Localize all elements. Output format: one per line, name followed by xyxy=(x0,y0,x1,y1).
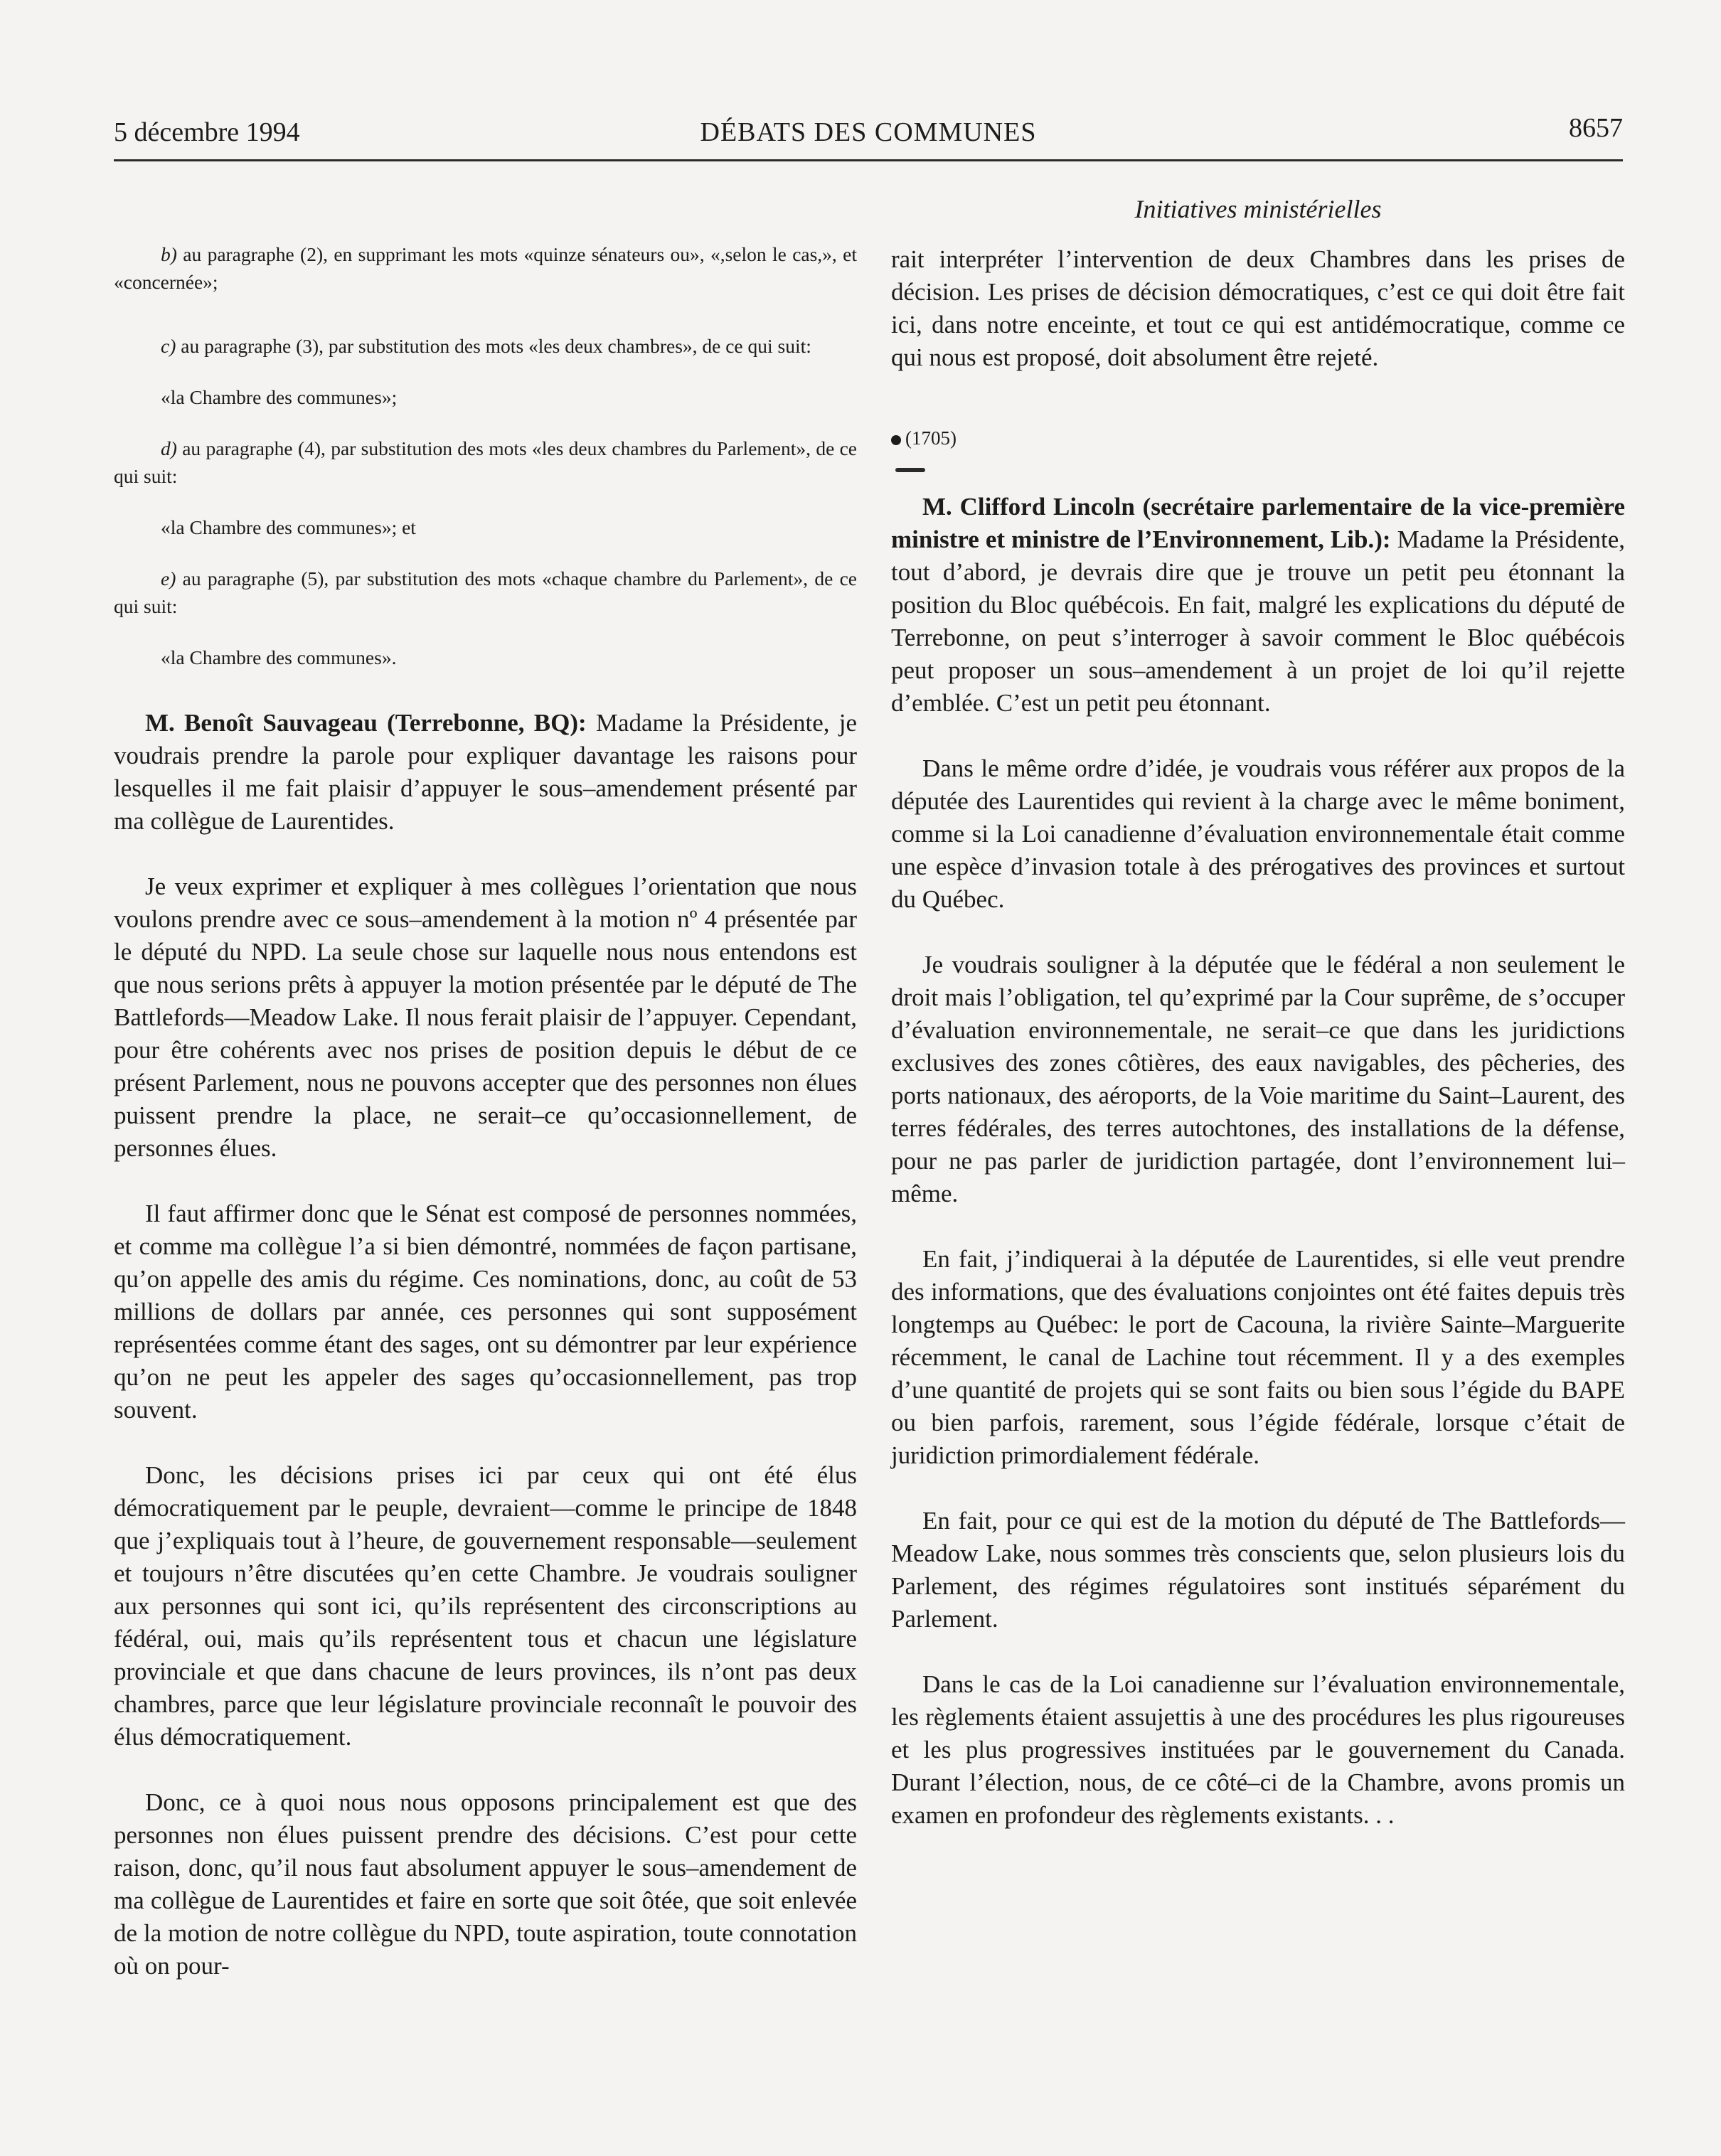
bullet-icon xyxy=(891,435,901,445)
amendment-b: b) au paragraphe (2), en supprimant les mots «quinze sénateurs ou», «,selon le cas,», et «concernée»; xyxy=(114,243,857,293)
left-column xyxy=(114,185,857,1982)
speaker-name: M. Benoît Sauvageau (Terrebonne, BQ): xyxy=(145,709,587,737)
time-marker: (1705) xyxy=(891,424,1625,452)
speech-sauvageau-intro: M. Benoît Sauvageau (Terrebonne, BQ): Madame la Présidente, je voudrais prendre la parole pour expliquer davantage les raisons pour lesquelles il me fait plaisir d’appuyer le sous–amendement présenté par ma collègue de Laurentides. xyxy=(114,709,857,835)
amendment-e-text: «la Chambre des communes». xyxy=(161,646,397,668)
paragraph: En fait, pour ce qui est de la motion du député de The Battlefords—Meadow Lake, nous sommes très conscients que, selon plusieurs lois du Parlement, des régimes régulatoires sont institués séparément du Parlement. xyxy=(891,1507,1625,1633)
paragraph: Dans le même ordre d’idée, je voudrais vous référer aux propos de la députée des Laurentides qui revient à la charge avec le même boniment, comme si la Loi canadienne d’évaluation environnementale était comme une espèce d’invasion totale à des prérogatives des provinces et surtout du Québec. xyxy=(891,754,1625,913)
paragraph: Je veux exprimer et expliquer à mes collègues l’orientation que nous voulons prendre avec ce sous–amendement à la motion nº 4 présentée par le député du NPD. La seule chose sur laquelle nous nous entendons est que nous serions prêts à appuyer la motion présentée par le député de The Battlefords—Meadow Lake. Il nous ferait plaisir de l’appuyer. Cependant, pour être cohérents avec nos prises de position depuis le début de ce présent Parlement, nous ne pouvons accepter que des personnes non élues puissent prendre la place, ne serait–ce qu’occasionnellement, de personnes élues. xyxy=(114,872,857,1162)
paragraph: Il faut affirmer donc que le Sénat est composé de personnes nommées, et comme ma collègue l’a si bien démontré, nommées de façon partisane, qu’on appelle des amis du régime. Ces nominations, donc, au coût de 53 millions de dollars par année, ces personnes qui sont supposément représentées comme étant des sages, ont su démontrer par leur expérience qu’on ne peut les appeler des sages qu’occasionnellement, pas trop souvent. xyxy=(114,1200,857,1424)
speech-lincoln-intro: M. Clifford Lincoln (secrétaire parlementaire de la vice-première ministre et ministre de l’Environnement, Lib.): Madame la Présidente, tout d’abord, je devrais dire que je trouve un petit peu étonnant la position du Bloc québécois. En fait, malgré les explications du député de Terrebonne, on peut s’interroger à savoir comment le Bloc québécois peut proposer un sous–amendement à un projet de loi qu’il rejette d’emblée. C’est un petit peu étonnant. xyxy=(891,493,1625,717)
amendment-e: e) au paragraphe (5), par substitution des mots «chaque chambre du Parlement», de ce qui suit: xyxy=(114,567,857,617)
page-header xyxy=(114,113,1623,161)
header-title: DÉBATS DES COMMUNES xyxy=(700,117,1037,147)
paragraph: Donc, ce à quoi nous nous opposons principalement est que des personnes non élues puissent prendre des décisions. C’est pour cette raison, donc, qu’il nous faut absolument appuyer le sous–amendement de ma collègue de Laurentides et faire en sorte que soit ôtée, que soit enlevée de la motion de notre collègue du NPD, toute aspiration, toute connotation où on pour- xyxy=(114,1788,857,1980)
amendment-c-text: «la Chambre des communes»; xyxy=(161,386,398,408)
right-column xyxy=(891,185,1625,1832)
header-date: 5 décembre 1994 xyxy=(114,117,300,147)
paragraph: Dans le cas de la Loi canadienne sur l’évaluation environnementale, les règlements étaient assujettis à une des procédures les plus rigoureuses et les plus progressives instituées par le gouvernement du Canada. Durant l’élection, nous, de ce côté–ci de la Chambre, avons promis un examen en profondeur des règlements existants. . . xyxy=(891,1670,1625,1829)
paragraph: En fait, j’indiquerai à la députée de Laurentides, si elle veut prendre des informations, que des évaluations conjointes ont été faites depuis très longtemps au Québec: le port de Cacouna, la rivière Sainte–Marguerite récemment, le canal de Lachine tout récemment. Il y a des exemples d’une quantité de projets qui se sont faits ou bien sous l’égide du BAPE ou bien parfois, rarement, sous l’égide fédérale, lorsque c’était de juridiction primordialement fédérale. xyxy=(891,1245,1625,1469)
amendment-c: c) au paragraphe (3), par substitution des mots «les deux chambres», de ce qui suit: xyxy=(161,335,811,357)
page-number: 8657 xyxy=(1569,113,1623,143)
continuation-paragraph: rait interpréter l’intervention de deux Chambres dans les prises de décision. Les prises de décision démocratiques, c’est ce qui doit être fait ici, dans notre enceinte, et tout ce qui est antidémocratique, comme ce qui nous est proposé, doit absolument être rejeté. xyxy=(891,245,1625,371)
amendment-d: d) au paragraphe (4), par substitution des mots «les deux chambres du Parlement», de ce qui suit: xyxy=(114,437,857,487)
paragraph: Je voudrais souligner à la députée que le fédéral a non seulement le droit mais l’obligation, tel qu’exprimé par la Cour suprême, de s’occuper d’évaluation environnementale, ne serait–ce que dans les juridictions exclusives des zones côtières, des eaux navigables, des pêcheries, des ports nationaux, des aéroports, de la Voie maritime du Saint–Laurent, des terres fédérales, des terres autochtones, des installations de la défense, pour ne pas parler de juridiction partagée, dont l’environnement lui–même. xyxy=(891,951,1625,1207)
paragraph: Donc, les décisions prises ici par ceux qui ont été élus démocratiquement par le peuple, devraient—comme le principe de 1848 que j’expliquais tout à l’heure, de gouvernement responsable—seulement et toujours n’être discutées qu’en cette Chambre. Je voudrais souligner aux personnes qui sont ici, qu’ils représentent des circonscriptions au fédéral, oui, mais qu’ils représentent tous et chacun une législature provinciale et que dans chacune de leurs provinces, ils n’ont pas deux chambres, parce que leur législature provinciale reconnaît le pouvoir des élus démocratiquement. xyxy=(114,1461,857,1751)
amendment-d-text: «la Chambre des communes»; et xyxy=(161,516,416,538)
section-title: Initiatives ministérielles xyxy=(1134,195,1382,223)
speaker-name: M. Clifford Lincoln (secrétaire parlementaire de la vice-première ministre et ministre de l’Environnement, Lib.): xyxy=(891,493,1625,553)
